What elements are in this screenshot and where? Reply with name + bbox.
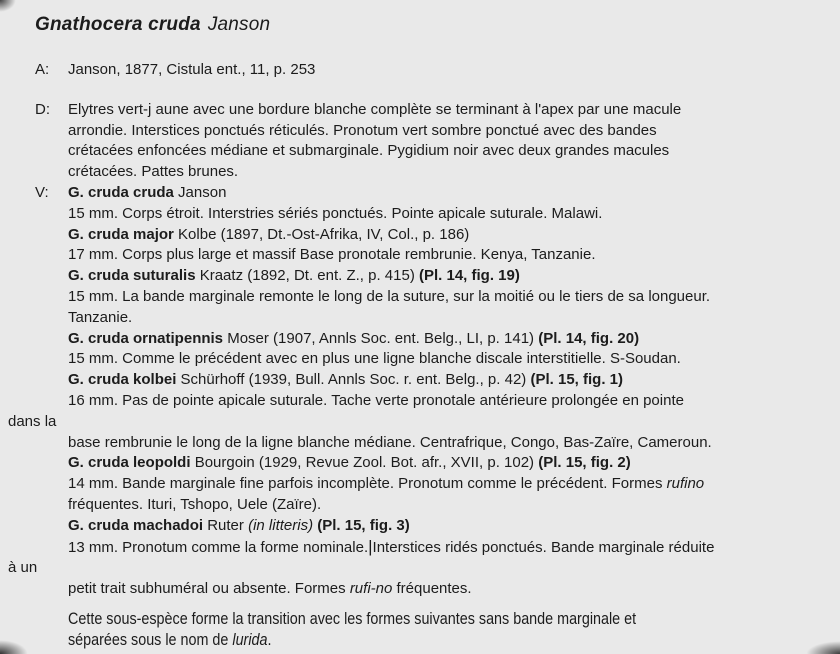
- section-content: [68, 100, 830, 183]
- section-content: [8, 183, 830, 600]
- text-segment: base rembrunie le long de la ligne blanche médiane. Centrafrique, Congo, Bas-Zaïre, Cameroun.: [68, 433, 712, 451]
- text-line: [68, 60, 830, 81]
- text-segment: 13 mm. Pronotum comme la forme nominale.: [68, 538, 369, 556]
- text-segment: crétacées. Pattes brunes.: [68, 163, 239, 181]
- text-segment: fréquentes. Ituri, Tshopo, Uele (Zaïre).: [68, 495, 322, 513]
- text-line: [68, 245, 830, 266]
- text-segment: 15 mm. Comme le précédent avec en plus une ligne blanche discale interstitielle. S-Soudan.: [68, 350, 681, 368]
- text-segment: fréquentes.: [392, 580, 472, 598]
- text-segment: Cette sous-espèce forme la transition avec les formes suivantes sans bande marginale et: [68, 609, 637, 628]
- text-line: [8, 412, 830, 433]
- text-segment: (Pl. 14, fig. 19): [419, 267, 520, 285]
- text-segment: Kolbe (1897, Dt.-Ost-Afrika, IV, Col., p. 186): [178, 225, 470, 243]
- text-segment: (Pl. 15, fig. 1): [530, 371, 623, 389]
- text-segment: rufi-no: [349, 580, 393, 598]
- text-segment: 16 mm. Pas de pointe apicale suturale. Tache verte pronotale antérieure prolongée en pointe: [68, 391, 684, 409]
- section-label: D:: [35, 100, 50, 118]
- text-segment: séparées sous le nom de: [68, 631, 233, 650]
- text-segment: dans la: [8, 412, 57, 430]
- text-segment: Ruter: [207, 516, 249, 534]
- text-segment: G. cruda suturalis: [68, 267, 200, 285]
- text-line: [68, 609, 731, 631]
- text-segment: crétacées enfoncées médiane et submarginale. Pygidium noir avec deux grandes macules: [68, 142, 670, 160]
- text-segment: Janson, 1877, Cistula ent., 11, p. 253: [68, 61, 316, 78]
- text-line: [68, 433, 830, 454]
- text-line: [68, 329, 830, 350]
- text-segment: 15 mm. Corps étroit. Interstries sériés ponctués. Pointe apicale suturale. Malawi.: [68, 204, 603, 222]
- text-line: [68, 516, 830, 537]
- text-segment: G. cruda kolbei: [68, 371, 181, 389]
- text-line: [68, 100, 830, 121]
- text-segment: lurida: [232, 631, 268, 650]
- text-segment: |: [368, 536, 373, 556]
- section-a: [35, 60, 830, 81]
- text-segment: Bourgoin (1929, Revue Zool. Bot. afr., XVII, p. 102): [194, 454, 539, 472]
- text-line: [68, 287, 830, 308]
- text-line: [68, 162, 830, 183]
- text-line: [68, 495, 830, 516]
- text-segment: Moser (1907, Annls Soc. ent. Belg., LI, p. 141): [227, 329, 539, 347]
- species-name: Gnathocera cruda: [35, 14, 201, 35]
- text-segment: G. cruda ornatipennis: [68, 329, 228, 347]
- text-segment: Kraatz (1892, Dt. ent. Z., p. 415): [199, 267, 419, 285]
- species-title: [35, 13, 830, 37]
- text-line: [68, 453, 830, 474]
- text-line: [68, 537, 830, 559]
- text-line: [68, 474, 830, 495]
- text-segment: Tanzanie.: [68, 308, 133, 326]
- section-v: [8, 183, 830, 600]
- text-segment: (in litteris): [248, 516, 318, 534]
- text-line: [68, 308, 830, 329]
- closing-note: [68, 609, 731, 652]
- text-line: [68, 266, 830, 287]
- text-segment: Interstices ridés ponctués. Bande marginale réduite: [372, 538, 715, 556]
- species-author: Janson: [207, 14, 271, 35]
- text-line: [68, 391, 830, 412]
- text-line: [68, 630, 731, 652]
- text-line: [68, 204, 830, 225]
- text-segment: 17 mm. Corps plus large et massif Base pronotale rembrunie. Kenya, Tanzanie.: [68, 246, 596, 264]
- text-segment: à un: [8, 559, 38, 577]
- text-segment: petit trait subhuméral ou absente. Formes: [68, 580, 350, 598]
- text-segment: rufino: [666, 475, 705, 493]
- text-segment: G. cruda leopoldi: [68, 454, 195, 472]
- text-line: [68, 121, 830, 142]
- text-line: [8, 558, 830, 579]
- text-line: [68, 183, 830, 204]
- text-segment: G. cruda major: [68, 225, 179, 243]
- text-segment: (Pl. 15, fig. 2): [538, 454, 631, 472]
- text-segment: Elytres vert-j aune avec une bordure blanche complète se terminant à l'apex par une macule: [68, 100, 682, 118]
- text-segment: Janson: [178, 183, 227, 201]
- text-segment: Schürhoff (1939, Bull. Annls Soc. r. ent. Belg., p. 42): [180, 371, 531, 389]
- text-segment: (Pl. 15, fig. 3): [317, 516, 410, 534]
- text-segment: arrondie. Interstices ponctués réticulés. Pronotum vert sombre ponctué avec des bandes: [68, 121, 657, 139]
- section-d: [35, 100, 830, 183]
- text-line: [68, 370, 830, 391]
- section-content: [68, 60, 830, 81]
- text-line: [68, 349, 830, 370]
- text-line: [68, 579, 830, 600]
- text-line: [68, 225, 830, 246]
- text-segment: 15 mm. La bande marginale remonte le long de la suture, sur la moitié ou le tiers de sa longueur.: [68, 287, 711, 305]
- text-line: [68, 141, 830, 162]
- sections: [8, 60, 830, 600]
- text-segment: .: [267, 631, 272, 650]
- section-label: V:: [35, 183, 49, 201]
- text-segment: 14 mm. Bande marginale fine parfois incomplète. Pronotum comme le précédent. Formes: [68, 475, 667, 493]
- text-segment: G. cruda cruda: [68, 183, 179, 201]
- text-segment: G. cruda machadoi: [68, 516, 208, 534]
- section-label: A:: [35, 61, 50, 78]
- text-segment: (Pl. 14, fig. 20): [538, 329, 640, 347]
